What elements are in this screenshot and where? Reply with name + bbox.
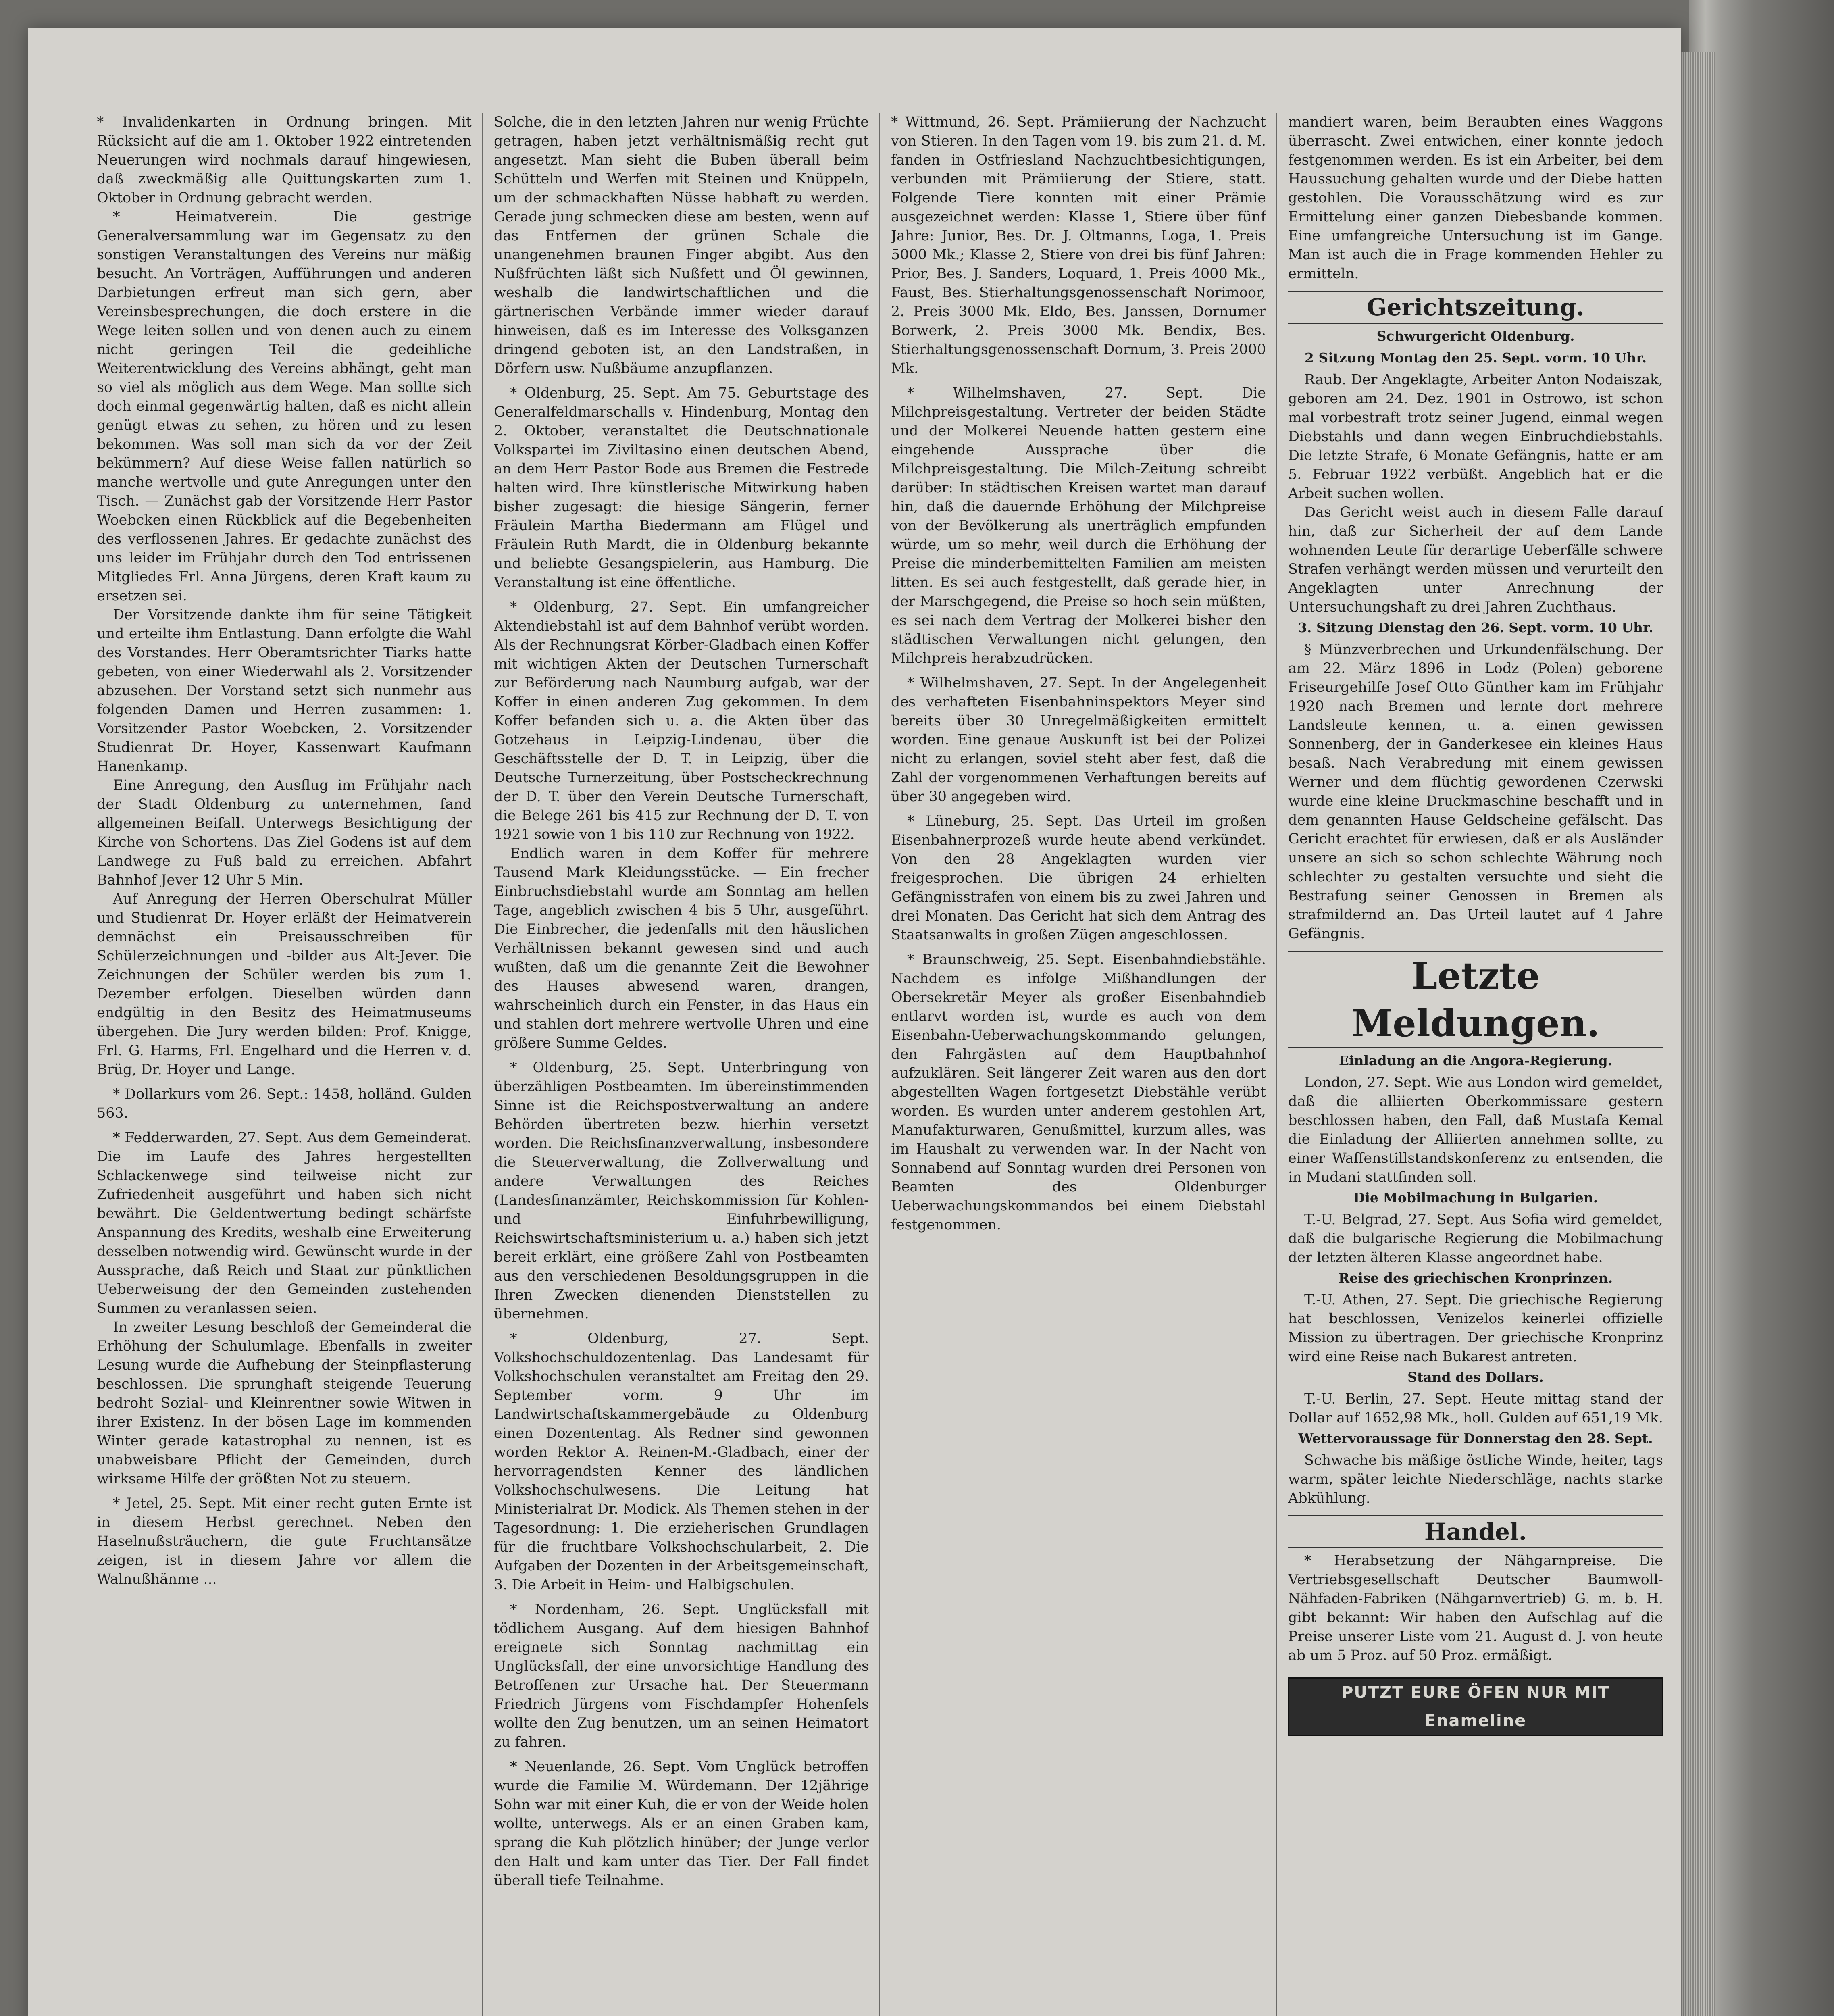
col2-para: * Oldenburg, 25. Sept. Am 75. Geburtstage des Generalfeldmarschalls v. Hindenburg, Montag den 2. Oktober, veranstaltet die Deutschnationale Volkspartei im Ziviltasino einen deutschen Abend, an dem Herr Pastor Bode aus Bremen die Festrede halten wird. Ihre künstlerische Mitwirkung haben bisher zugesagt: die hiesige Sängerin, ferner Fräulein Martha Biedermann am Flügel und Fräulein Ruth Mardt, die in Oldenburg bekannte und beliebte Gesangspielerin, aus Hamburg. Die Veranstaltung ist eine öffentliche. [494,385,869,591]
book-page-edges [1679,52,1715,2016]
latest-item-head: Stand des Dollars. [1407,1369,1544,1385]
enameline-advert: PUTZT EURE ÖFEN NUR MIT Enameline [1288,1677,1663,1736]
col1-para: * Dollarkurs vom 26. Sept.: 1458, holländ. Gulden 563. [97,1086,472,1121]
column-rule [482,113,483,2016]
court-session-3: 3. Sitzung Dienstag den 26. Sept. vorm. 10 Uhr. [1298,620,1653,635]
column-1 [97,113,472,2016]
court-text: Raub. Der Angeklagte, Arbeiter Anton Nodaiszak, geboren am 24. Dez. 1901 in Ostrowo, ist schon mal vorbestraft trotz seiner Jugend, einmal wegen Diebstahls und dann wegen Einbruchdiebstahls. Die letzte Strafe, 6 Monate Gefängnis, hatte er am 5. Februar 1922 verbüßt. Angeblich hat er die Arbeit suchen wollen. [1288,372,1663,502]
newspaper-page [28,28,1681,2016]
col2-para: * Oldenburg, 27. Sept. Volkshochschuldozentenlag. Das Landesamt für Volkshochschulen veranstaltet am Freitag den 29. September vorm. 9 Uhr im Landwirtschaftskammergebäude zu Oldenburg einen Dozententag. Als Redner sind gewonnen worden Rektor A. Reinen-M.-Gladbach, einer der hervorragendsten Kenner des ländlichen Volkshochschulwesens. Die Leitung hat Ministerialrat Dr. Modick. Als Themen stehen in der Tagesordnung: 1. Die erzieherischen Grundlagen für die fruchtbare Volkshochschularbeit, 2. Die Aufgaben der Dozenten in der Arbeitsgemeinschaft, 3. Die Arbeit in Heim- und Halbigschulen. [494,1331,869,1593]
col1-para: * Heimatverein. Die gestrige Generalversammlung war im Gegensatz zu den sonstigen Veranstaltungen des Vereins nur mäßig besucht. An Vorträgen, Aufführungen und anderen Darbietungen erfreut man sich gern, aber Vereinsbesprechungen, die doch erstere in die Wege leiten sollen und von denen auch zu einem nicht geringen Teil die gedeihliche Weiterentwicklung des Vereins abhängt, geht man so viel als möglich aus dem Wege. Man sollte sich doch einmal gegenwärtig halten, daß es nicht allein genügt etwas zu sehen, zu hören und zu lesen bekommen. Was soll man sich da vor der Zeit bekümmern? Auf diese Weise fallen natürlich so manche wertvolle und gute Anregungen unter den Tisch. — Zunächst gab der Vorsitzende Herr Pastor Woebcken einen Rückblick auf die Begebenheiten des verflossenen Jahres. Er gedachte zunächst des uns leider im Frühjahr durch den Tod entrissenen Mitgliedes Frl. Anna Jürgens, deren Kraft kaum zu ersetzen sei. [97,209,472,604]
latest-item-text: T.-U. Berlin, 27. Sept. Heute mittag stand der Dollar auf 1652,98 Mk., holl. Gulden auf 651,19 Mk. [1288,1391,1663,1426]
latest-item-head: Reise des griechischen Kronprinzen. [1338,1270,1613,1286]
latest-item-text: T.-U. Belgrad, 27. Sept. Aus Sofia wird gemeldet, daß die bulgarische Regierung die Mobilmachung der letzten älteren Klasse angeordnet habe. [1288,1212,1663,1266]
column-3 [891,113,1266,2016]
col1-para: * Invalidenkarten in Ordnung bringen. Mit Rücksicht auf die am 1. Oktober 1922 eintretenden Neuerungen wird nochmals darauf hingewiesen, daß zweckmäßig alle Quittungskarten zum 1. Oktober in Ordnung gebracht werden. [97,114,472,206]
col3-para: * Wilhelmshaven, 27. Sept. Die Milchpreisgestaltung. Vertreter der beiden Städte und der Molkerei Neuende hatten gestern eine eingehende Aussprache über die Milchpreisgestaltung. Die Milch-Zeitung schreibt darüber: In städtischen Kreisen wartet man darauf hin, daß die dauernde Erhöhung der Milchpreise von der Bevölkerung als unerträglich empfunden würde, um so mehr, weil durch die Erhöhung der Preise die minderbemittelten Familien am meisten litten. Es sei auch festgestellt, daß gerade hier, in der Marschgegend, die Preise so hoch sein müßten, es sei nach dem Vertrag der Molkerei bisher den städtischen Verwaltungen nicht gelungen, den Milchpreis herabzudrücken. [891,385,1266,666]
trade-text: * Herabsetzung der Nähgarnpreise. Die Vertriebsgesellschaft Deutscher Baumwoll-Nähfaden-Fabriken (Nähgarnvertrieb) G. m. b. H. gibt bekannt: Wir haben den Aufschlag auf die Preise unserer Liste vom 21. August d. J. von heute ab um 5 Proz. auf 50 Proz. ermäßigt. [1288,1553,1663,1664]
col2-para: * Oldenburg, 25. Sept. Unterbringung von überzähligen Postbeamten. Im übereinstimmenden Sinne ist die Reichspostverwaltung an andere Behörden übertreten bezw. hierhin versetzt worden. Die Reichsfinanzverwaltung, insbesondere die Steuerverwaltung, die Zollverwaltung und andere Verwaltungen des Reiches (Landesfinanzämter, Reichskommission für Kohlen- und Einfuhrbewilligung, Reichswirtschaftsministerium u. a.) haben sich jetzt bereit erklärt, eine größere Zahl von Postbeamten aus den verschiedenen Besoldungsgruppen in die Ihren Zwecken dienenden Dienststellen zu übernehmen. [494,1060,869,1322]
latest-item-text: London, 27. Sept. Wie aus London wird gemeldet, daß die alliierten Oberkommissare gestern beschlossen haben, den Fall, daß Mustafa Kemal die Einladung der Alliierten annehmen sollte, zu einer Waffenstillstandskonferenz zu entsenden, die in Mudani stattfinden soll. [1288,1075,1663,1185]
col3-para: * Wilhelmshaven, 27. Sept. In der Angelegenheit des verhafteten Eisenbahninspektors Meyer sind bereits über 30 Unregelmäßigkeiten ermittelt worden. Eine genaue Auskunft ist bei der Polizei nicht zu erlangen, soviel steht aber fest, daß die Zahl der vorgenommenen Verhaftungen bereits auf über 30 angegeben wird. [891,675,1266,805]
col2-para: * Neuenlande, 26. Sept. Vom Unglück betroffen wurde die Familie M. Würdemann. Der 12jährige Sohn war mit einer Kuh, die er von der Weide holen wollte, unterwegs. Als er an einen Graben kam, sprang die Kuh plötzlich hinüber; der Junge verlor den Halt und kam unter das Tier. Der Fall findet überall tiefe Teilnahme. [494,1759,869,1889]
column-2 [494,113,869,2016]
latest-item-text: Schwache bis mäßige östliche Winde, heiter, tags warm, später leichte Niederschläge, nachts starke Abkühlung. [1288,1452,1663,1506]
court-text: Das Gericht weist auch in diesem Falle darauf hin, daß zur Sicherheit der auf dem Lande wohnenden Leute für derartige Ueberfälle schwere Strafen verhängt werden müssen und verurteilt den Angeklagten unter Anrechnung der Untersuchungshaft zu drei Jahren Zuchthaus. [1288,504,1663,615]
col2-para: Endlich waren in dem Koffer für mehrere Tausend Mark Kleidungsstücke. — Ein frecher Einbruchsdiebstahl wurde am Sonntag am hellen Tage, angeblich zwischen 4 bis 5 Uhr, ausgeführt. Die Einbrecher, die jedenfalls mit den häuslichen Verhältnissen bekannt gewesen sind und auch wußten, daß um die genannte Zeit die Bewohner des Hauses abwesend waren, drangen, wahrscheinlich durch ein Fenster, in das Haus ein und stahlen dort mehrere wertvolle Uhren und eine größere Summe Geldes. [494,846,869,1051]
col1-para: * Fedderwarden, 27. Sept. Aus dem Gemeinderat. Die im Laufe des Jahres hergestellten Schlackenwege sind teilweise nicht zur Zufriedenheit ausgeführt und haben sich nicht bewährt. Die Geldentwertung bedingt schärfste Anspannung des Kredits, weshalb eine Erweiterung desselben notwendig wird. Gewünscht wurde in der Aussprache, daß Reich und Staat zur pünktlichen Ueberweisung der den Gemeinden zustehenden Summen zu veranlassen seien. [97,1130,472,1316]
col2-para: * Oldenburg, 27. Sept. Ein umfangreicher Aktendiebstahl ist auf dem Bahnhof verübt worden. Als der Rechnungsrat Körber-Gladbach einen Koffer mit wichtigen Akten der Deutschen Turnerschaft zur Beförderung nach Naumburg aufgab, war der Koffer in einen anderen Zug gekommen. In dem Koffer befanden sich u. a. die Akten über das Gotzehaus in Leipzig-Lindenau, über die Geschäftsstelle der D. T. in Leipzig, über die Deutsche Turnerzeitung, über Postscheckrechnung der D. T. über den Verein Deutsche Turnerschaft, die Belege 261 bis 415 zur Rechnung der D. T. von 1921 sowie von 1 bis 110 zur Rechnung von 1922. [494,599,869,843]
court-section-title: Gerichtszeitung. [1288,291,1663,324]
col3-para: * Lüneburg, 25. Sept. Das Urteil im großen Eisenbahnerprozeß wurde heute abend verkündet. Von den 28 Angeklagten wurden vier freigesprochen. Die übrigen 24 erhielten Gefängnisstrafen von einem bis zu zwei Jahren und drei Monaten. Das Gericht hat sich dem Antrag des Staatsanwalts in großen Zügen angeschlossen. [891,813,1266,943]
court-text: § Münzverbrechen und Urkundenfälschung. Der am 22. März 1896 in Lodz (Polen) geborene Friseurgehilfe Josef Otto Günther kam im Frühjahr 1920 nach Bremen und lernte dort mehrere Landsleute kennen, u. a. einen gewissen Sonnenberg, der in Ganderkesee ein kleines Haus besaß. Nach Verabredung mit einem gewissen Werner und dem flüchtig gewordenen Czerwski wurde eine kleine Druckmaschine beschafft und in dem genannten Hause Geldscheine gefälscht. Das Gericht erachtet für erwiesen, daß er als Ausländer unsere an sich so schon schlechte Währung noch schlechter zu gestalten versuchte und sieht die Bestrafung seiner Genossen in Bremen als strafmildernd an. Das Urteil lautet auf 4 Jahre Gefängnis. [1288,641,1663,942]
latest-news-title: Letzte Meldungen. [1288,951,1663,1048]
latest-item-head: Einladung an die Angora-Regierung. [1339,1053,1613,1068]
col3-para: * Wittmund, 26. Sept. Prämiierung der Nachzucht von Stieren. In den Tagen vom 19. bis zum 21. d. M. fanden in Ostfriesland Nachzuchtbesichtigungen, verbunden mit Prämiierung der Stiere, statt. Folgende Tiere konnten mit einer Prämie ausgezeichnet werden: Klasse 1, Stiere über fünf Jahre: Junior, Bes. Dr. J. Oltmanns, Loga, 1. Preis 5000 Mk.; Klasse 2, Stiere von drei bis fünf Jahren: Prior, Bes. J. Sanders, Loquard, 1. Preis 4000 Mk., Faust, Bes. Stierhaltungsgenossenschaft Norimoor, 2. Preis 3000 Mk. Eldo, Bes. Janssen, Dornumer Borwerk, 2. Preis 3000 Mk. Bendix, Bes. Stierhaltungsgenossenschaft Dornum, 3. Preis 2000 Mk. [891,114,1266,377]
latest-item-head: Die Mobilmachung in Bulgarien. [1353,1190,1598,1206]
col2-para: * Nordenham, 26. Sept. Unglücksfall mit tödlichem Ausgang. Auf dem hiesigen Bahnhof ereignete sich Sonntag nachmittag ein Unglücksfall, der eine unvorsichtige Handlung des Betroffenen zur Ursache hat. Der Steuermann Friedrich Jürgens vom Fischdampfer Hohenfels wollte den Zug benutzen, um an seinen Heimatort zu fahren. [494,1602,869,1750]
trade-section-title: Handel. [1288,1515,1663,1548]
col1-para: Der Vorsitzende dankte ihm für seine Tätigkeit und erteilte ihm Entlastung. Dann erfolgte die Wahl des Vorstandes. Herr Oberamtsrichter Tiarks hatte gebeten, von einer Wiederwahl als 2. Vorsitzender abzusehen. Der Vorstand setzt sich nunmehr aus folgenden Damen und Herren zusammen: 1. Vorsitzender Pastor Woebcken, 2. Vorsitzender Studienrat Dr. Hoyer, Kassenwart Kaufmann Hanenkamp. [97,607,472,775]
col1-para: Eine Anregung, den Ausflug im Frühjahr nach der Stadt Oldenburg zu unternehmen, fand allgemeinen Beifall. Unterwegs Besichtigung der Kirche von Schortens. Das Ziel Godens ist auf dem Landwege zu Fuß bald zu erreichen. Abfahrt Bahnhof Jever 12 Uhr 5 Min. [97,777,472,888]
column-4 [1288,113,1663,2016]
col3-para: * Braunschweig, 25. Sept. Eisenbahndiebstähle. Nachdem es infolge Mißhandlungen der Obersekretär Meyer als großer Eisenbahndieb entlarvt worden ist, wurde es auch von dem Eisenbahn-Ueberwachungskommando gelungen, den Fahrgästen auf dem Hauptbahnhof aufzuklären. Seit längerer Zeit waren aus den dort abgestellten Wagen fortgesetzt Diebstähle verübt worden. Es wurden unter anderem gestohlen Art, Manufakturwaren, Genußmittel, kurzum alles, was im Haushalt zu verwenden war. In der Nacht von Sonnabend auf Sonntag wurden drei Personen von Beamten des Oldenburger Ueberwachungskommandos bei einem Diebstahl festgenommen. [891,952,1266,1233]
col4-intro: mandiert waren, beim Beraubten eines Waggons überrascht. Zwei entwichen, einer konnte jedoch festgenommen werden. Es ist ein Arbeiter, bei dem Haussuchung gehalten wurde und der Diebe hatten gestohlen. Die Vorausschätzung wird es zur Ermittelung einer ganzen Diebesbande kommen. Eine umfangreiche Untersuchung ist im Gange. Man ist auch die in Frage kommenden Hehler zu ermitteln. [1288,114,1663,282]
court-subtitle: Schwurgericht Oldenburg. [1376,328,1575,344]
column-rule [1276,113,1277,2016]
col2-para: Solche, die in den letzten Jahren nur wenig Früchte getragen, haben jetzt verhältnismäßig recht gut angesetzt. Man sieht die Buben überall beim Schütteln und Werfen mit Steinen und Knüppeln, um der schmackhaften Nüsse habhaft zu werden. Gerade jung schmecken diese am besten, wenn auf das Entfernen der grünen Schale die unangenehmen braunen Finger abgibt. Aus den Nußfrüchten läßt sich Nußfett und Öl gewinnen, weshalb die landwirtschaftlichen und die gärtnerischen Verbände immer wieder darauf hinweisen, daß es im Interesse des Volksganzen dringend geboten ist, an den Landstraßen, in Dörfern usw. Nußbäume anzupflanzen. [494,114,869,377]
col1-para: Auf Anregung der Herren Oberschulrat Müller und Studienrat Dr. Hoyer erläßt der Heimatverein demnächst ein Preisausschreiben für Schülerzeichnungen und -bilder aus Alt-Jever. Die Zeichnungen der Schüler werden bis zum 1. Dezember erfolgen. Dieselben würden dann endgültig in den Besitz des Heimatmuseums übergehen. Die Jury werden bilden: Prof. Knigge, Frl. G. Harms, Frl. Engelhard und die Herren v. d. Brüg, Dr. Hoyer und Lange. [97,891,472,1078]
latest-item-text: T.-U. Athen, 27. Sept. Die griechische Regierung hat beschlossen, Venizelos keinerlei offizielle Mission zu übertragen. Der griechische Kronprinz wird eine Reise nach Bukarest antreten. [1288,1292,1663,1365]
latest-item-head: Wettervoraussage für Donnerstag den 28. Sept. [1298,1431,1653,1446]
court-session-2: 2 Sitzung Montag den 25. Sept. vorm. 10 Uhr. [1304,350,1647,366]
col1-para: * Jetel, 25. Sept. Mit einer recht guten Ernte ist in diesem Herbst gerechnet. Neben den Haselnußsträuchern, die gute Fruchtansätze zeigen, ist in diesem Jahre vor allem die Walnußhänme ... [97,1495,472,1587]
col1-para: In zweiter Lesung beschloß der Gemeinderat die Erhöhung der Schulumlage. Ebenfalls in zweiter Lesung wurde die Aufhebung der Steinpflasterung beschlossen. Die sprunghaft steigende Teuerung bedroht Sozial- und Kleinrentner sowie Witwen in ihrer Existenz. In der bösen Lage im kommenden Winter gerade katastrophal zu nennen, ist es unabweisbare Pflicht der Gemeinden, durch wirksame Hilfe der größten Not zu steuern. [97,1319,472,1487]
column-rule [879,113,880,2016]
